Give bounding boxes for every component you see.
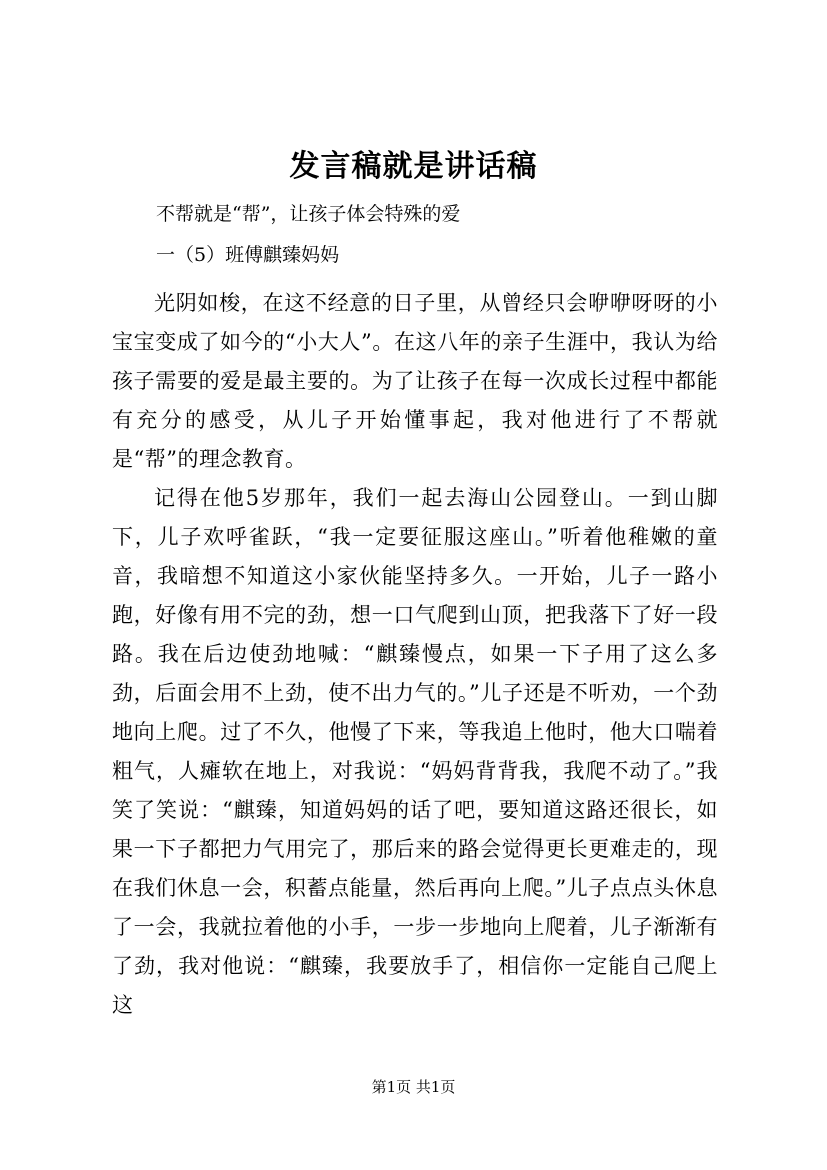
body-paragraph: 记得在他5岁那年，我们一起去海山公园登山。一到山脚下，儿子欢呼雀跃，“我一定要征服这座山。”听着他稚嫩的童音，我暗想不知道这小家伙能坚持多久。一开始，儿子一路小跑，好像有用不完的劲，想一口气爬到山顶，把我落下了好一段路。我在后边使劲地喊：“麒臻慢点，如果一下子用了这么多劲，后面会用不上劲，使不出力气的。”儿子还是不听劝，一个劲地向上爬。过了不久，他慢了下来，等我追上他时，他大口喘着粗气，人瘫软在地上，对我说：“妈妈背背我，我爬不动了。”我笑了笑说：“麒臻，知道妈妈的话了吧，要知道这路还很长，如果一下子都把力气用完了，那后来的路会觉得更长更难走的，现在我们休息一会，积蓄点能量，然后再向上爬。”儿子点点头休息了一会，我就拉着他的小手，一步一步地向上爬着，儿子渐渐有了劲，我对他说：“麒臻，我要放手了，相信你一定能自己爬上这 — [112, 486, 718, 1017]
page-footer: 第1页 共1页 — [371, 1078, 456, 1096]
body-paragraph: 光阴如梭，在这不经意的日子里，从曾经只会咿咿呀呀的小宝宝变成了如今的“小大人”。在这八年的亲子生涯中，我认为给孩子需要的爱是最主要的。为了让孩子在每一次成长过程中都能有充分的感受，从儿子开始懂事起，我对他进行了不帮就是“帮”的理念教育。 — [112, 291, 718, 471]
document-subtitle: 不帮就是“帮”，让孩子体会特殊的爱 — [156, 203, 461, 225]
document-title: 发言稿就是讲话稿 — [289, 149, 538, 184]
document-author: 一（5）班傅麒臻妈妈 — [156, 244, 340, 266]
document-body — [112, 284, 718, 1025]
